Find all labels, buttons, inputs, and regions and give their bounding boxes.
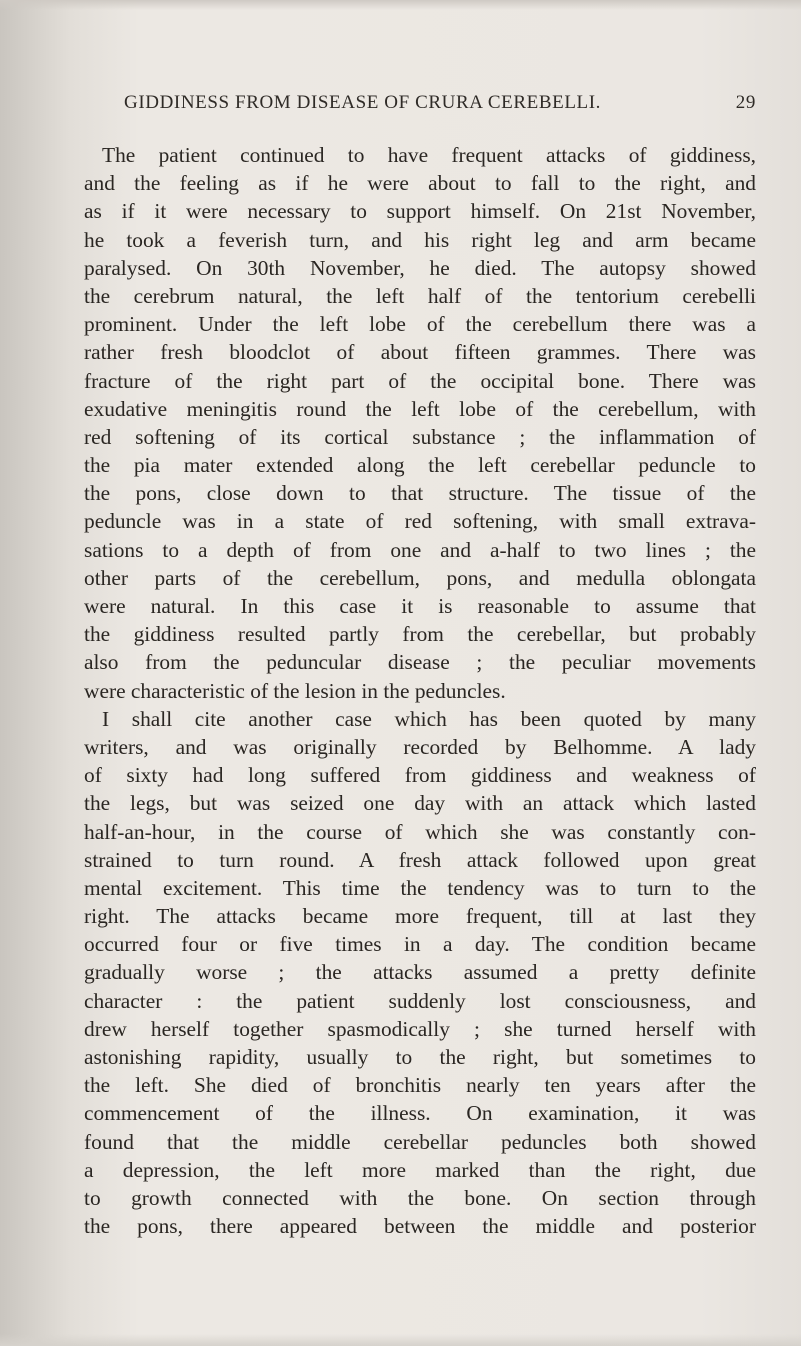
text-line: the pons, there appeared between the middle and posterior bbox=[84, 1214, 756, 1239]
text-line: red softening of its cortical substance ; the inflammation of bbox=[84, 424, 756, 449]
text-line: a depression, the left more marked than the right, due bbox=[84, 1157, 756, 1182]
text-line: of sixty had long suffered from giddiness and weakness of bbox=[84, 763, 756, 788]
text-line: character : the patient suddenly lost consciousness, and bbox=[84, 988, 756, 1013]
text-line: the legs, but was seized one day with an attack which lasted bbox=[84, 791, 756, 816]
text-line: writers, and was originally recorded by Belhomme. A lady bbox=[84, 734, 756, 759]
text-line: he took a feverish turn, and his right leg and arm became bbox=[84, 227, 756, 252]
text-line: peduncle was in a state of red softening, with small extrava- bbox=[84, 509, 756, 534]
page-bottom-shadow bbox=[0, 1334, 801, 1346]
page-top-shadow bbox=[0, 0, 801, 10]
text-line: as if it were necessary to support himself. On 21st November, bbox=[84, 199, 756, 224]
text-line: the giddiness resulted partly from the cerebellar, but probably bbox=[84, 622, 756, 647]
text-line: rather fresh bloodclot of about fifteen grammes. There was bbox=[84, 340, 756, 365]
running-head-title: GIDDINESS FROM DISEASE OF CRURA CEREBELLI. bbox=[124, 92, 602, 113]
text-line: I shall cite another case which has been quoted by many bbox=[102, 706, 756, 731]
text-line: half-an-hour, in the course of which she was constantly con- bbox=[84, 819, 756, 844]
text-line: gradually worse ; the attacks assumed a pretty definite bbox=[84, 960, 756, 985]
text-line: to growth connected with the bone. On section through bbox=[84, 1185, 756, 1210]
text-line: commencement of the illness. On examination, it was bbox=[84, 1101, 756, 1126]
running-head bbox=[124, 92, 756, 120]
text-line: and the feeling as if he were about to fall to the right, and bbox=[84, 171, 756, 196]
text-line: astonishing rapidity, usually to the right, but sometimes to bbox=[84, 1045, 756, 1069]
text-line: sations to a depth of from one and a-half to two lines ; the bbox=[84, 537, 756, 562]
text-line: the pia mater extended along the left cerebellar peduncle to bbox=[84, 453, 756, 478]
text-line: the left. She died of bronchitis nearly ten years after the bbox=[84, 1073, 756, 1098]
text-line: mental excitement. This time the tendency was to turn to the bbox=[84, 875, 756, 900]
text-line: other parts of the cerebellum, pons, and medulla oblongata bbox=[84, 565, 756, 590]
text-line: right. The attacks became more frequent, till at last they bbox=[84, 904, 756, 929]
text-line: the cerebrum natural, the left half of the tentorium cerebelli bbox=[84, 283, 756, 308]
text-line: were characteristic of the lesion in the peduncles. bbox=[84, 678, 506, 703]
text-line: exudative meningitis round the left lobe of the cerebellum, with bbox=[84, 396, 756, 421]
text-line: drew herself together spasmodically ; she turned herself with bbox=[84, 1016, 756, 1041]
text-line: fracture of the right part of the occipital bone. There was bbox=[84, 368, 756, 393]
body-text bbox=[84, 141, 756, 1240]
text-line: also from the peduncular disease ; the peculiar movements bbox=[84, 650, 756, 675]
text-line: prominent. Under the left lobe of the cerebellum there was a bbox=[84, 312, 756, 337]
text-line: strained to turn round. A fresh attack followed upon great bbox=[84, 847, 756, 872]
text-line: found that the middle cerebellar peduncles both showed bbox=[84, 1129, 756, 1154]
page-number: 29 bbox=[735, 92, 756, 113]
text-line: were natural. In this case it is reasonable to assume that bbox=[84, 594, 756, 618]
text-line: the pons, close down to that structure. The tissue of the bbox=[84, 481, 756, 506]
text-line: occurred four or five times in a day. The condition became bbox=[84, 932, 756, 957]
text-line: The patient continued to have frequent attacks of giddiness, bbox=[102, 143, 756, 167]
text-line: paralysed. On 30th November, he died. The autopsy showed bbox=[84, 255, 756, 280]
